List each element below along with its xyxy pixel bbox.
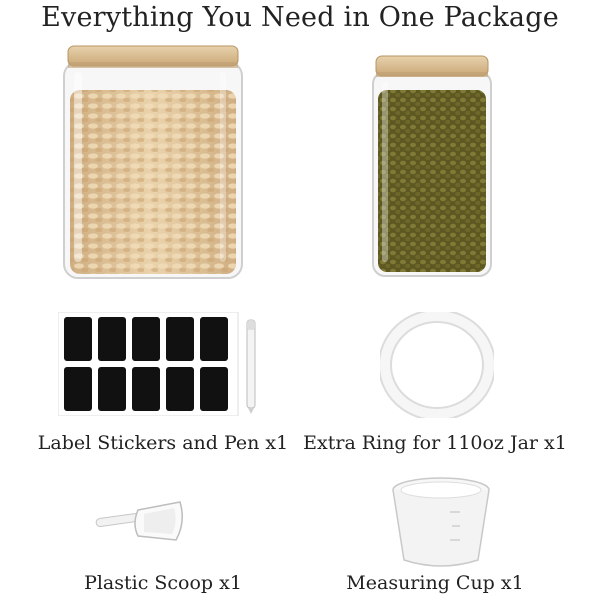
- extra-ring: [380, 312, 494, 418]
- page-title: Everything You Need in One Package: [41, 2, 559, 33]
- caption-measuring-cup: Measuring Cup x1: [346, 572, 524, 594]
- caption-extra-ring: Extra Ring for 110oz Jar x1: [303, 432, 567, 454]
- plastic-scoop: [92, 492, 188, 552]
- caption-label-stickers: Label Stickers and Pen x1: [37, 432, 289, 454]
- measuring-cup: [386, 474, 496, 570]
- label-stickers-and-pen: [58, 312, 268, 416]
- mung-bean-jar: [370, 52, 494, 280]
- caption-plastic-scoop: Plastic Scoop x1: [84, 572, 242, 594]
- oats-jar: [60, 42, 246, 282]
